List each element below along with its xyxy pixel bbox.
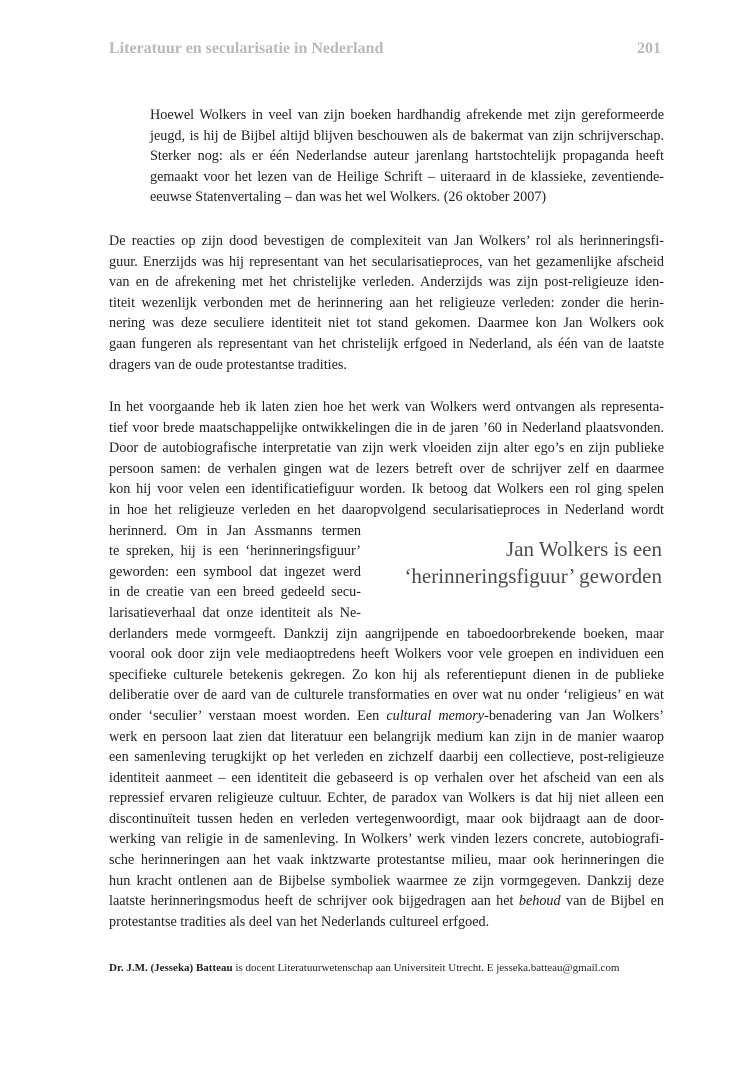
- text-run: onder ‘seculier’ verstaan moest worden. Een: [109, 707, 387, 724]
- text-line: larisatieverhaal dat onze identiteit als Ne-: [109, 604, 361, 621]
- text-line: nering was deze seculiere identiteit niet tot stand gekomen. Daarmee kon Jan Wolkers ook: [109, 315, 664, 332]
- text-run: laatste herinneringsmodus heeft de schrijver ook bijgedragen aan het: [109, 893, 519, 910]
- footnote-text: is docent Literatuurwetenschap aan Universiteit Utrecht. E jesseka.batteau@gmail.com: [232, 962, 620, 974]
- text-run: identiteit aanmeet – een identiteit die gebaseerd is op verhalen over het afscheid van een als: [109, 769, 664, 786]
- italic-term: behoud: [518, 893, 561, 910]
- text-run: van de Bijbel en: [560, 893, 664, 910]
- text-line: titeit wezenlijk verbonden met de herinnering aan het religieuze verleden: zonder die herin-: [109, 294, 664, 311]
- paragraph-1: [109, 231, 664, 375]
- text-line: gaan fungeren als representant van het christelijk erfgoed in Nederland, als één van de laatste: [109, 335, 664, 352]
- text-line: te spreken, hij is een ‘herinneringsfiguur’: [109, 543, 361, 560]
- text-run: repressief ervaren religieuze cultuur. Echter, de paradox van Wolkers is dat hij niet alleen een: [109, 790, 664, 807]
- text-line: Door de autobiografische interpretatie van zijn werk vloeiden zijn alter ego’s en zijn publieke: [109, 440, 664, 457]
- text-run: derlanders mede vormgeeft. Dankzij zijn aangrijpende en taboedoorbrekende boeken, maar: [109, 625, 664, 642]
- running-header: [109, 40, 661, 62]
- text-line: [109, 747, 664, 768]
- text-line: [109, 912, 664, 933]
- text-line: De reacties op zijn dood bevestigen de complexiteit van Jan Wolkers’ rol als herinneringsfi-: [109, 233, 664, 249]
- text-run: werk en persoon laat zien dat literatuur een belangrijk medium kan zijn in de manier waarop: [109, 728, 664, 745]
- text-line: [109, 788, 664, 809]
- text-run: deliberatie over de aard van de culturele transformaties en over wat nu onder ‘religieus’ en wat: [109, 687, 664, 704]
- text-line: eeuwse Statenvertaling – dan was het wel Wolkers. (26 oktober 2007): [150, 189, 547, 206]
- pull-quote: [384, 536, 662, 589]
- text-run: hun kracht ontlenen aan de Bijbelse symboliek waarmee ze zijn vormgegeven. Dankzij deze: [109, 872, 664, 889]
- paragraph-2: [109, 397, 664, 932]
- author-footnote: [109, 961, 669, 975]
- text-run: -benadering van Jan Wolkers’: [484, 707, 664, 724]
- text-line: dragers van de oude protestantse tradities.: [109, 356, 347, 373]
- text-line: [109, 644, 664, 665]
- text-line: tief voor brede maatschappelijke ontwikkelingen die in de jaren ’60 in Nederland plaatsvonden.: [109, 419, 664, 436]
- text-line: herinnerd. Om in Jan Assmanns termen: [109, 522, 361, 539]
- text-line: [109, 809, 664, 830]
- text-line: [109, 665, 664, 686]
- text-line: [109, 891, 664, 912]
- text-line: [109, 727, 664, 748]
- text-run: een samenleving terugkijkt op het verleden en zichzelf daarbij een collectieve, post-religieuze: [109, 749, 664, 766]
- text-run: specifieke culturele betekenis gekregen. Zo kon hij als referentiepunt dienen in de publieke: [109, 666, 664, 683]
- text-run: protestantse tradities als deel van het Nederlands cultureel erfgoed.: [109, 913, 490, 930]
- block-quote: [150, 105, 664, 208]
- pull-quote-line-2: ‘herinneringsfiguur’ geworden: [404, 563, 662, 588]
- text-line: in de creatie van een breed gedeeld secu-: [109, 584, 361, 601]
- text-line: [109, 624, 664, 645]
- text-line: In het voorgaande heb ik laten zien hoe het werk van Wolkers werd ontvangen als representa-: [109, 399, 664, 415]
- text-line: in hoe het religieuze verleden en het daaropvolgend secularisatieproces in Nederland wordt: [109, 501, 664, 518]
- text-line: gemaakt voor het lezen van de Heilige Schrift – uiteraard in de klassieke, zeventiende-: [150, 168, 664, 185]
- text-run: werking van religie in de samenleving. In Wolkers’ werk vinden lezers concrete, autobiografi-: [109, 831, 664, 848]
- text-line: guur. Enerzijds was hij representant van het secularisatieproces, van het gezamenlijke afscheid: [109, 253, 664, 270]
- running-title: Literatuur en secularisatie in Nederland: [109, 40, 384, 57]
- text-line: [109, 768, 664, 789]
- text-line: [109, 829, 664, 850]
- text-line: [109, 685, 664, 706]
- text-run: discontinuïteit tussen heden en verleden vertegenwoordigt, maar ook bijdraagt aan de door-: [109, 810, 664, 827]
- italic-term: cultural memory: [386, 707, 485, 724]
- text-line: Sterker nog: als er één Nederlandse auteur jarenlang hartstochtelijk propaganda heeft: [150, 148, 664, 165]
- text-line: kon hij voor velen een identificatiefiguur worden. Ik betoog dat Wolkers een rol ging spelen: [109, 481, 664, 498]
- text-line: [109, 871, 664, 892]
- text-run: vooral ook door zijn vele mediaoptredens heeft Wolkers voor vele groepen en individuen een: [109, 646, 664, 663]
- text-line: Hoewel Wolkers in veel van zijn boeken hardhandig afrekende met zijn gereformeerde: [150, 107, 664, 123]
- page-number: 201: [637, 40, 661, 57]
- text-line: van en de afrekening met het christelijke verleden. Anderzijds was zijn post-religieuze iden-: [109, 274, 664, 291]
- text-line: jeugd, is hij de Bijbel altijd blijven beschouwen als de bakermat van zijn schrijverschap.: [150, 127, 664, 144]
- text-run: sche herinneringen aan het vaak inktzwarte protestantse milieu, maar ook herinneringen die: [109, 852, 664, 869]
- text-line: persoon samen: de verhalen gingen wat de lezers betreft over de schrijver zelf en daarmee: [109, 460, 664, 477]
- text-line: geworden: een symbool dat ingezet werd: [109, 563, 361, 580]
- pull-quote-line-1: Jan Wolkers is een: [506, 537, 662, 561]
- text-line: [109, 850, 664, 871]
- footnote-author: Dr. J.M. (Jesseka) Batteau: [109, 962, 233, 974]
- text-line: [109, 706, 664, 727]
